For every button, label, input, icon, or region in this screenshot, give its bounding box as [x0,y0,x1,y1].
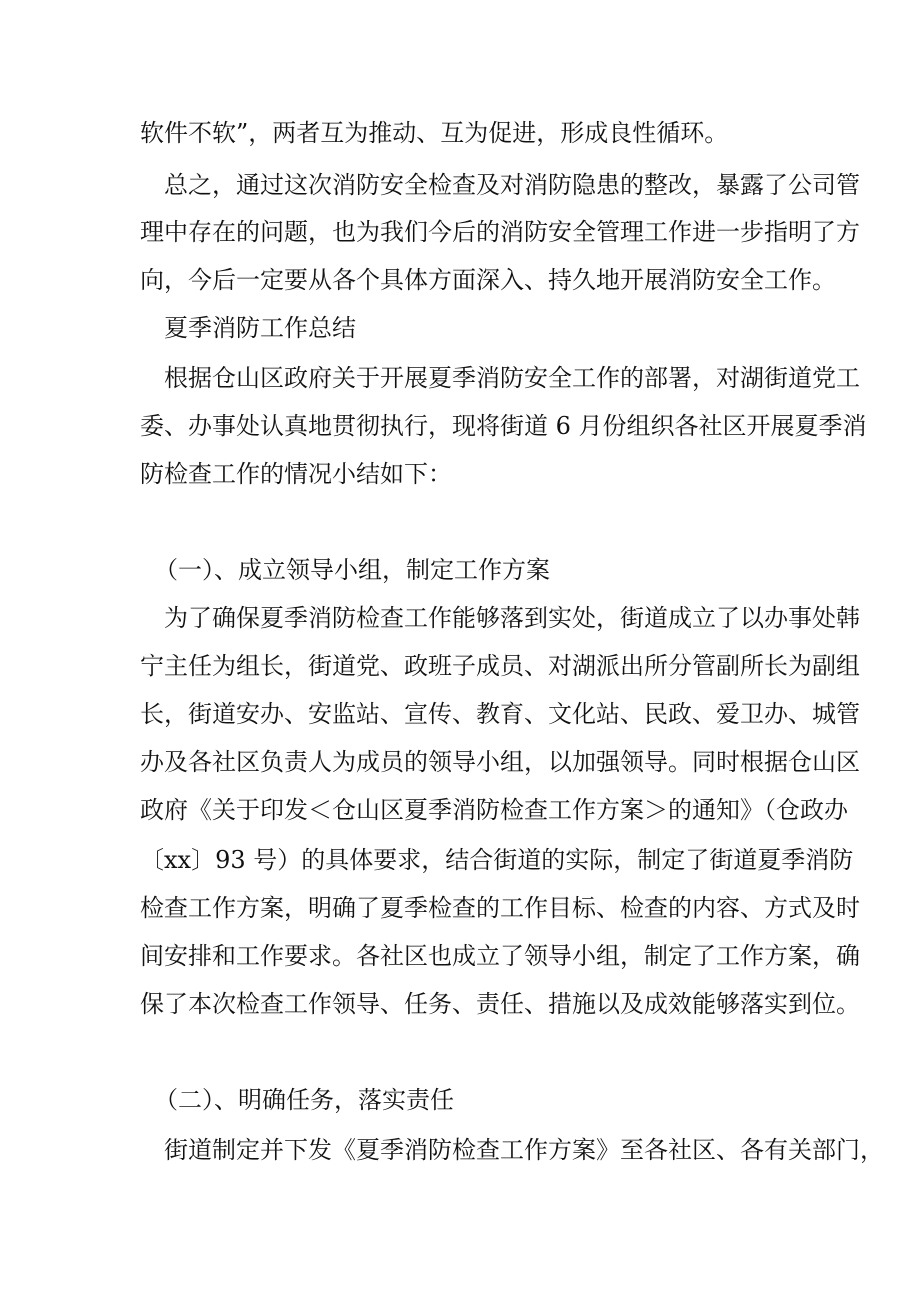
paragraph-line: 理中存在的问题，也为我们今后的消防安全管理工作进一步指明了方 [140,218,860,246]
paragraph-line: 保了本次检查工作领导、任务、责任、措施以及成效能够落实到位。 [140,990,860,1018]
paragraph-line: 宁主任为组长，街道党、政班子成员、对湖派出所分管副所长为副组 [140,652,860,680]
paragraph-line: 长，街道安办、安监站、宣传、教育、文化站、民政、爱卫办、城管 [140,700,860,728]
paragraph-line: 根据仓山区政府关于开展夏季消防安全工作的部署，对湖街道党工 [164,364,860,392]
paragraph-line: 向，今后一定要从各个具体方面深入、持久地开展消防安全工作。 [140,266,836,294]
paragraph-line: 办及各社区负责人为成员的领导小组，以加强领导。同时根据仓山区 [140,748,860,776]
paragraph-line: 政府《关于印发＜仓山区夏季消防检查工作方案＞的通知》（仓政办 [140,796,848,824]
subsection-heading: （二）、明确任务，落实责任 [154,1086,454,1114]
paragraph-line: 委、办事处认真地贯彻执行，现将街道 6 月份组织各社区开展夏季消 [140,412,867,440]
paragraph-line: 软件不软”，两者互为推动、互为促进，形成良性循环。 [140,119,729,147]
paragraph-line: 总之，通过这次消防安全检查及对消防隐患的整改，暴露了公司管 [164,171,860,199]
subsection-heading: （一）、成立领导小组，制定工作方案 [154,556,550,584]
paragraph-line: 街道制定并下发《夏季消防检查工作方案》至各社区、各有关部门， [164,1136,884,1164]
paragraph-line: 为了确保夏季消防检查工作能够落到实处，街道成立了以办事处韩 [164,604,860,632]
paragraph-line: 防检查工作的情况小结如下： [140,460,452,488]
paragraph-line: 间安排和工作要求。各社区也成立了领导小组，制定了工作方案，确 [140,942,860,970]
paragraph-line: 〔xx〕93 号）的具体要求，结合街道的实际，制定了街道夏季消防 [140,846,854,874]
section-title: 夏季消防工作总结 [164,314,356,342]
paragraph-line: 检查工作方案，明确了夏季检查的工作目标、检查的内容、方式及时 [140,894,860,922]
